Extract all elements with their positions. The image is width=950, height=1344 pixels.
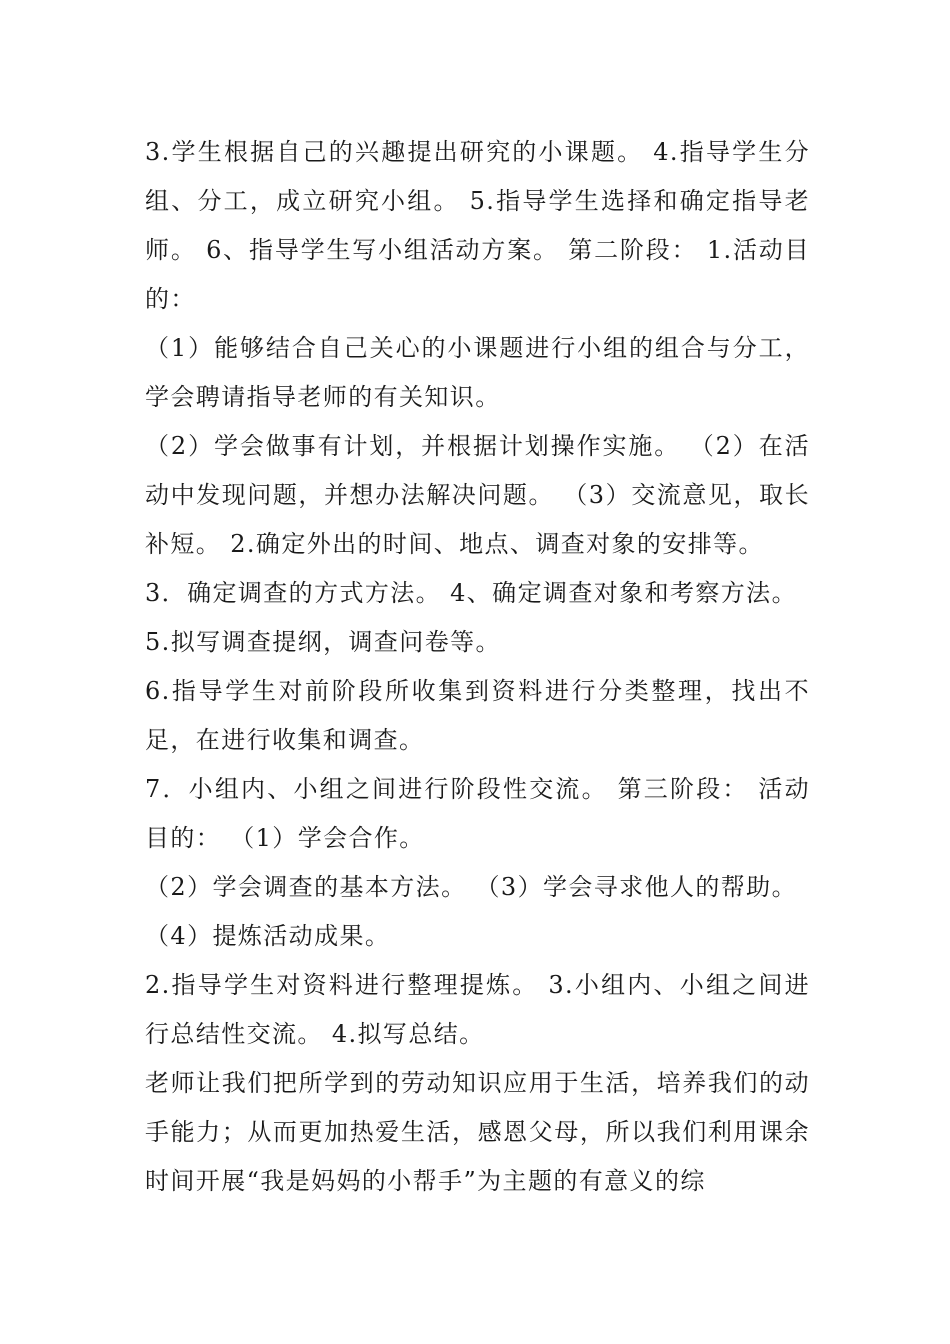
paragraph-2: （1）能够结合自己关心的小课题进行小组的组合与分工，学会聘请指导老师的有关知识。 <box>145 334 810 411</box>
paragraph-7: 7．小组内、小组之间进行阶段性交流。 第三阶段： 活动目的： （1）学会合作。 <box>145 775 810 852</box>
paragraph-10: 2.指导学生对资料进行整理提炼。 3.小组内、小组之间进行总结性交流。 4.拟写总结。 <box>145 971 810 1048</box>
paragraph-5: 5.拟写调查提纲，调查问卷等。 <box>145 628 501 656</box>
document-body <box>145 128 810 1206</box>
paragraph-11: 老师让我们把所学到的劳动知识应用于生活，培养我们的动手能力；从而更加热爱生活，感恩父母，所以我们利用课余时间开展“我是妈妈的小帮手”为主题的有意义的综 <box>145 1069 810 1195</box>
paragraph-3: （2）学会做事有计划，并根据计划操作实施。 （2）在活动中发现问题，并想办法解决问题。 （3）交流意见，取长补短。 2.确定外出的时间、地点、调查对象的安排等。 <box>145 432 810 558</box>
paragraph-8: （2）学会调查的基本方法。 （3）学会寻求他人的帮助。 <box>145 873 797 901</box>
paragraph-9: （4）提炼活动成果。 <box>145 922 391 950</box>
paragraph-6: 6.指导学生对前阶段所收集到资料进行分类整理，找出不足，在进行收集和调查。 <box>145 677 810 754</box>
paragraph-1: 3.学生根据自己的兴趣提出研究的小课题。 4.指导学生分组、分工，成立研究小组。 5.指导学生选择和确定指导老师。 6、指导学生写小组活动方案。 第二阶段： 1.活动目的： <box>145 138 810 313</box>
paragraph-4: 3．确定调查的方式方法。 4、确定调查对象和考察方法。 <box>145 579 797 607</box>
